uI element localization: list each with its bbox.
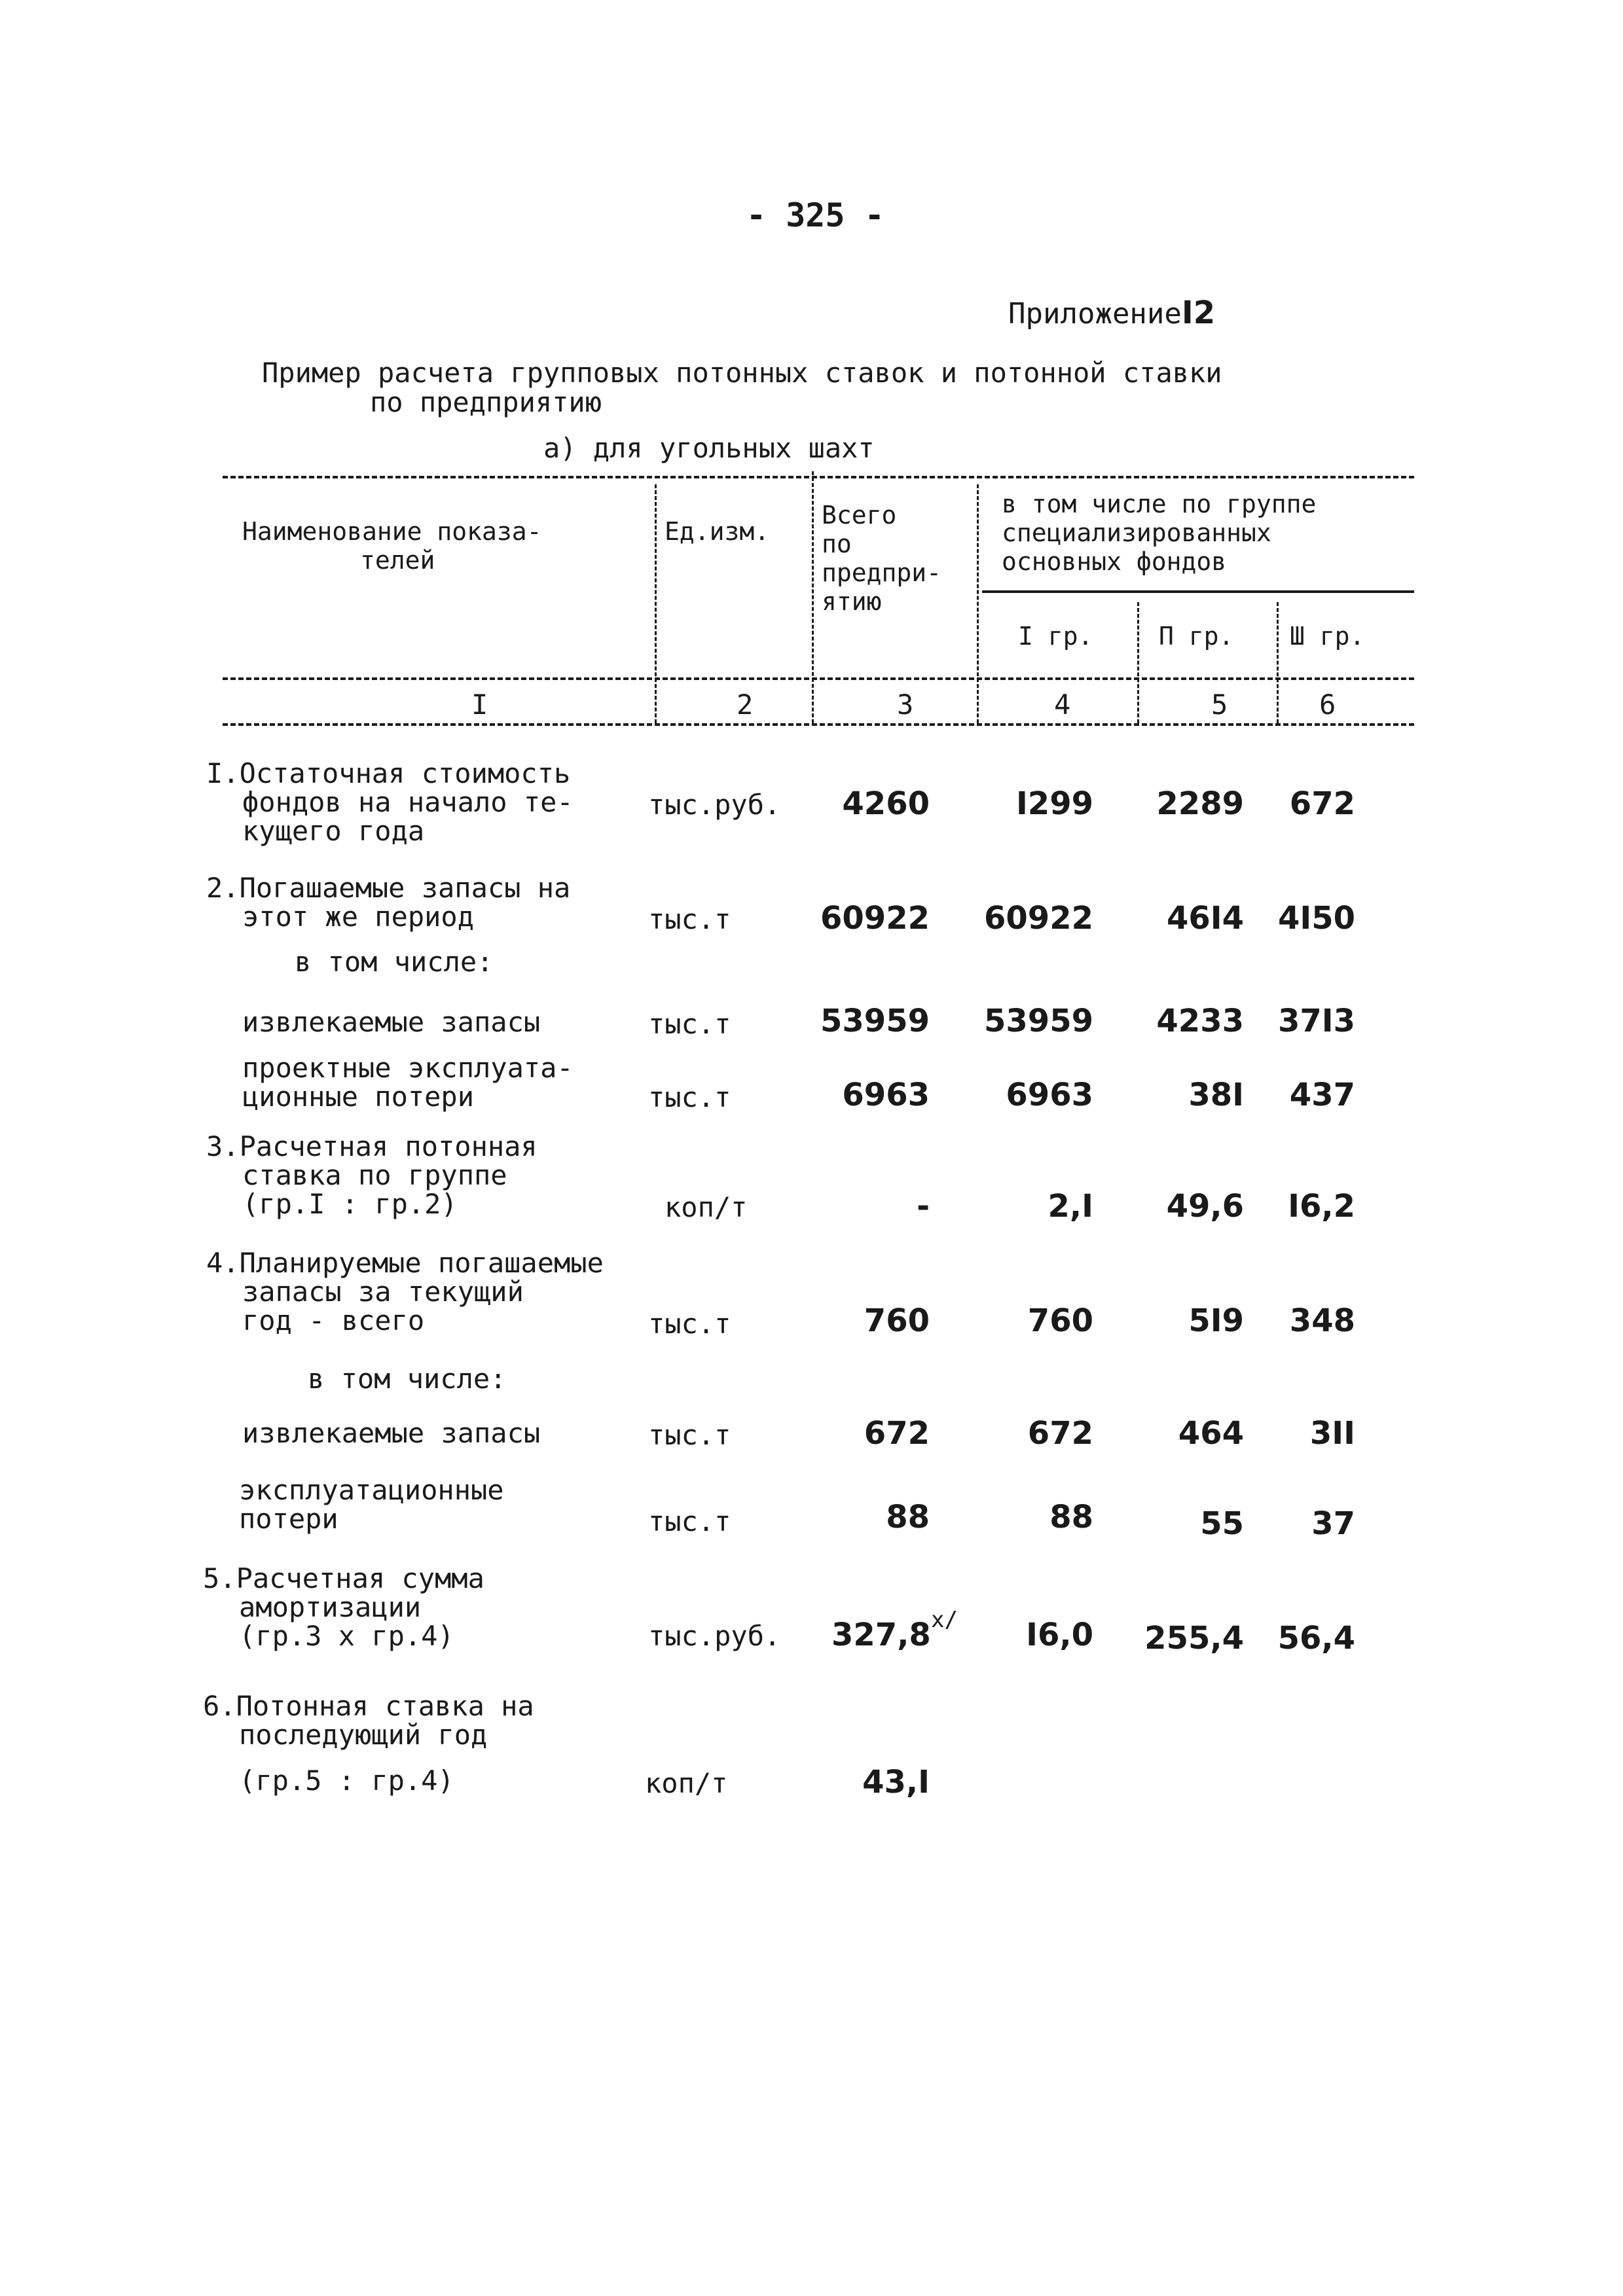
row-unit: тыс.руб.: [648, 1620, 781, 1652]
row-label: 6.Потонная ставка на последующий год (гр.5 : гр.4): [203, 1690, 534, 1797]
cell-total: 60922: [820, 900, 930, 937]
cell-group-3: 4I50: [1277, 900, 1355, 937]
row-label: проектные эксплуата- ционные потери: [242, 1052, 574, 1113]
cell-group-2: 38I: [1188, 1077, 1244, 1113]
header-group-2: П гр.: [1159, 622, 1234, 651]
colnum-6: 6: [1319, 689, 1336, 721]
cell-group-3: 56,4: [1277, 1620, 1355, 1657]
cell-group-1: 60922: [984, 900, 1093, 937]
cell-group-2: 49,6: [1166, 1188, 1244, 1225]
row-label: эксплуатационные потери: [239, 1474, 504, 1535]
cell-group-3: I6,2: [1288, 1188, 1355, 1225]
cell-group-1: 6963: [1006, 1077, 1093, 1113]
row-unit: коп/т: [645, 1767, 728, 1799]
appendix-number: I2: [1181, 295, 1216, 331]
col-separator-1: [655, 484, 657, 723]
header-total: Всего по предпри- ятию: [822, 501, 942, 616]
row-label: 3.Расчетная потонная ставка по группе (гр.I : гр.2): [206, 1130, 538, 1220]
cell-group-3: 3II: [1309, 1415, 1355, 1452]
row-unit: тыс.т: [648, 903, 731, 935]
cell-group-2: 2289: [1156, 785, 1244, 822]
cell-total: 53959: [820, 1003, 930, 1039]
cell-total: 43,I: [862, 1764, 930, 1801]
cell-group-3: 37I3: [1277, 1003, 1355, 1039]
header-group-1: I гр.: [1018, 622, 1093, 651]
cell-group-3: 437: [1289, 1077, 1355, 1113]
cell-group-1: I299: [1015, 785, 1093, 822]
row-unit: коп/т: [665, 1191, 748, 1223]
row-label: в том числе:: [295, 946, 494, 978]
header-bottom-rule: [223, 677, 1414, 680]
row-unit: тыс.т: [648, 1008, 731, 1040]
document-title-line1: Пример расчета групповых потонных ставок и потонной ставки: [262, 357, 1222, 389]
table-subtitle: а) для угольных шахт: [543, 432, 875, 464]
cell-group-1: 53959: [984, 1003, 1093, 1039]
cell-group-3: 348: [1289, 1302, 1355, 1339]
row-label: извлекаемые запасы: [242, 1417, 541, 1449]
cell-group-3: 37: [1311, 1505, 1355, 1542]
cell-group-1: 672: [1027, 1415, 1093, 1452]
colnum-2: 2: [737, 689, 754, 721]
row-unit: тыс.т: [648, 1505, 731, 1537]
header-groups: в том числе по группе специализированных основных фондов: [1002, 490, 1317, 576]
appendix-label: [1008, 295, 1215, 331]
cell-total: 672: [864, 1415, 930, 1452]
cell-total: -: [917, 1188, 930, 1225]
page-number: - 325 -: [746, 196, 884, 234]
cell-group-1: 88: [1049, 1499, 1093, 1535]
groups-subheader-rule: [982, 590, 1414, 593]
appendix-word: Приложение: [1008, 297, 1182, 331]
cell-group-2: 46I4: [1166, 900, 1244, 937]
row-label: 2.Погашаемые запасы на этот же период: [206, 872, 571, 933]
cell-group-1: I6,0: [1026, 1617, 1093, 1653]
cell-total: 327,8: [831, 1617, 931, 1653]
cell-group-2: 255,4: [1144, 1620, 1244, 1657]
cell-group-1: 2,I: [1048, 1188, 1093, 1225]
cell-total: 4260: [842, 785, 930, 822]
cell-group-1: 760: [1027, 1302, 1093, 1339]
header-unit: Ед.изм.: [665, 517, 770, 546]
row-label: 5.Расчетная сумма амортизации (гр.3 х гр.4): [203, 1562, 484, 1652]
cell-group-2: 4233: [1156, 1003, 1244, 1039]
row-label: в том числе:: [308, 1363, 507, 1395]
colnum-bottom-rule: [223, 723, 1414, 726]
col-separator-4: [1137, 602, 1139, 723]
row-label: I.Остаточная стоимость фондов на начало те- кущего года: [206, 757, 574, 847]
colnum-4: 4: [1054, 689, 1071, 721]
col-separator-2: [812, 471, 814, 723]
cell-group-2: 464: [1178, 1415, 1244, 1452]
table-top-rule: [223, 476, 1414, 478]
row-unit: тыс.руб.: [648, 789, 781, 821]
cell-total: 760: [864, 1302, 930, 1339]
document-title-line2: по предприятию: [370, 386, 602, 418]
cell-group-3: 672: [1289, 785, 1355, 822]
footnote-mark: х/: [931, 1607, 958, 1633]
row-label: 4.Планируемые погашаемые запасы за текущий год - всего: [206, 1247, 604, 1336]
row-unit: тыс.т: [648, 1308, 731, 1340]
colnum-5: 5: [1211, 689, 1228, 721]
colnum-3: 3: [897, 689, 914, 721]
col-separator-3: [977, 484, 979, 723]
header-group-3: Ш гр.: [1290, 622, 1365, 651]
cell-total: 88: [886, 1499, 930, 1535]
row-unit: тыс.т: [648, 1419, 731, 1451]
cell-group-2: 5I9: [1188, 1302, 1244, 1339]
cell-total: 6963: [842, 1077, 930, 1113]
row-label: извлекаемые запасы: [242, 1006, 541, 1038]
header-name: Наименование показа- телей: [242, 517, 542, 575]
col-separator-5: [1277, 602, 1279, 723]
row-unit: тыс.т: [648, 1081, 731, 1113]
cell-group-2: 55: [1200, 1505, 1244, 1542]
colnum-1: I: [471, 689, 488, 721]
